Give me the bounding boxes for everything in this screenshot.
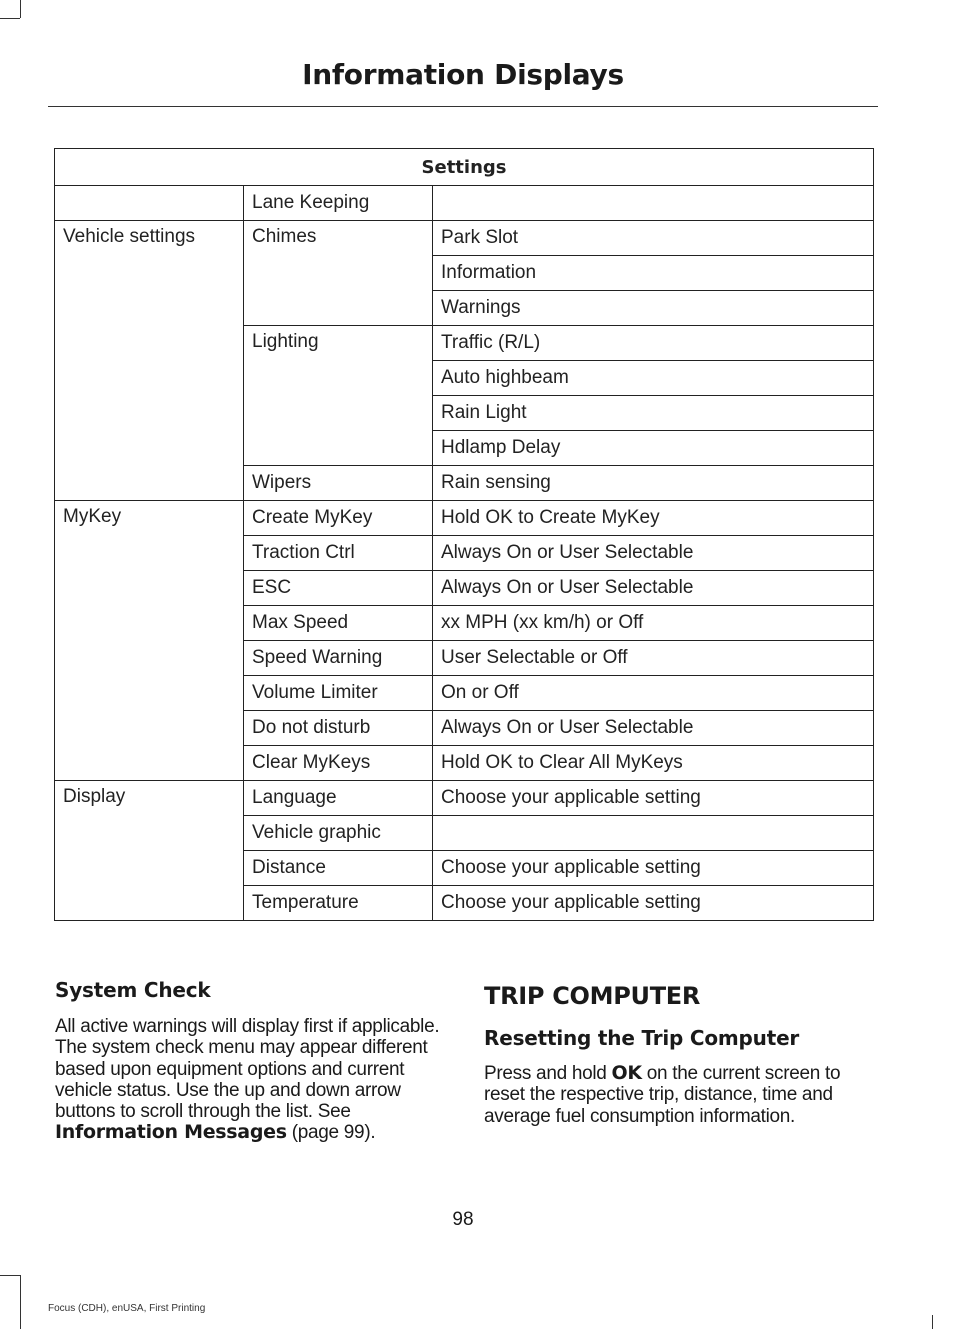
crop-mark (932, 1315, 933, 1329)
settings-table (54, 148, 874, 921)
item-cell: Traction Ctrl (244, 536, 433, 571)
item-cell: ESC (244, 571, 433, 606)
system-check-paragraph (55, 1016, 450, 1144)
system-check-heading: System Check (55, 978, 211, 1002)
option-cell: On or Off (433, 676, 874, 711)
item-cell: Volume Limiter (244, 676, 433, 711)
crop-mark (0, 18, 20, 19)
trip-computer-heading: TRIP COMPUTER (484, 982, 701, 1010)
item-cell: Wipers (244, 466, 433, 501)
option-cell: Choose your applicable setting (433, 886, 874, 921)
option-cell: Choose your applicable setting (433, 781, 874, 816)
crop-mark (20, 1275, 21, 1329)
page-title: Information Displays (302, 58, 624, 91)
option-cell: Hold OK to Create MyKey (433, 501, 874, 536)
option-cell: Warnings (433, 291, 874, 326)
option-cell: Always On or User Selectable (433, 711, 874, 746)
option-cell: Traffic (R/L) (433, 326, 874, 361)
item-cell: Do not disturb (244, 711, 433, 746)
group-cell: Vehicle settings (55, 221, 244, 501)
item-cell: Clear MyKeys (244, 746, 433, 781)
table-row (55, 186, 874, 221)
trip-computer-text: Press and hold (484, 1063, 612, 1084)
system-check-section (55, 978, 450, 1144)
option-cell: Rain sensing (433, 466, 874, 501)
table-row (55, 781, 874, 816)
group-cell (55, 186, 244, 221)
system-check-text: All active warnings will display first if applicable. The system check menu may appear different based upon equipment options and current vehicle status. Use the up and down arrow buttons to scroll through the list. See (55, 1016, 440, 1123)
crop-mark (0, 1275, 20, 1276)
item-cell: Max Speed (244, 606, 433, 641)
option-cell: xx MPH (xx km/h) or Off (433, 606, 874, 641)
item-cell: Chimes (244, 221, 433, 326)
information-messages-link[interactable]: Information Messages (55, 1121, 287, 1144)
option-cell: Information (433, 256, 874, 291)
option-cell: Always On or User Selectable (433, 571, 874, 606)
option-cell: Auto highbeam (433, 361, 874, 396)
option-cell: Rain Light (433, 396, 874, 431)
item-cell: Distance (244, 851, 433, 886)
crop-mark (20, 0, 21, 18)
item-cell: Temperature (244, 886, 433, 921)
item-cell: Speed Warning (244, 641, 433, 676)
header-rule (48, 106, 878, 107)
option-cell: Always On or User Selectable (433, 536, 874, 571)
option-cell: Hold OK to Clear All MyKeys (433, 746, 874, 781)
item-cell: Vehicle graphic (244, 816, 433, 851)
resetting-trip-computer-heading: Resetting the Trip Computer (484, 1026, 800, 1050)
table-title: Settings (55, 149, 874, 186)
item-cell: Create MyKey (244, 501, 433, 536)
trip-computer-text-2: on the current screen to reset the respective trip, distance, time and average fuel consumption information. (484, 1063, 841, 1127)
table-row (55, 221, 874, 256)
footer-text: Focus (CDH), enUSA, First Printing (48, 1303, 206, 1314)
option-cell (433, 816, 874, 851)
option-cell: Park Slot (433, 221, 874, 256)
page-reference: (page 99). (286, 1122, 376, 1144)
item-cell: Lane Keeping (244, 186, 433, 221)
option-cell: Choose your applicable setting (433, 851, 874, 886)
option-cell: User Selectable or Off (433, 641, 874, 676)
group-cell: Display (55, 781, 244, 921)
page-number: 98 (452, 1209, 474, 1230)
option-cell: Hdlamp Delay (433, 431, 874, 466)
trip-computer-section (484, 982, 876, 1127)
item-cell: Language (244, 781, 433, 816)
table-row (55, 501, 874, 536)
group-cell: MyKey (55, 501, 244, 781)
ok-label: OK (611, 1062, 642, 1084)
item-cell: Lighting (244, 326, 433, 466)
option-cell (433, 186, 874, 221)
trip-computer-paragraph (484, 1063, 876, 1127)
